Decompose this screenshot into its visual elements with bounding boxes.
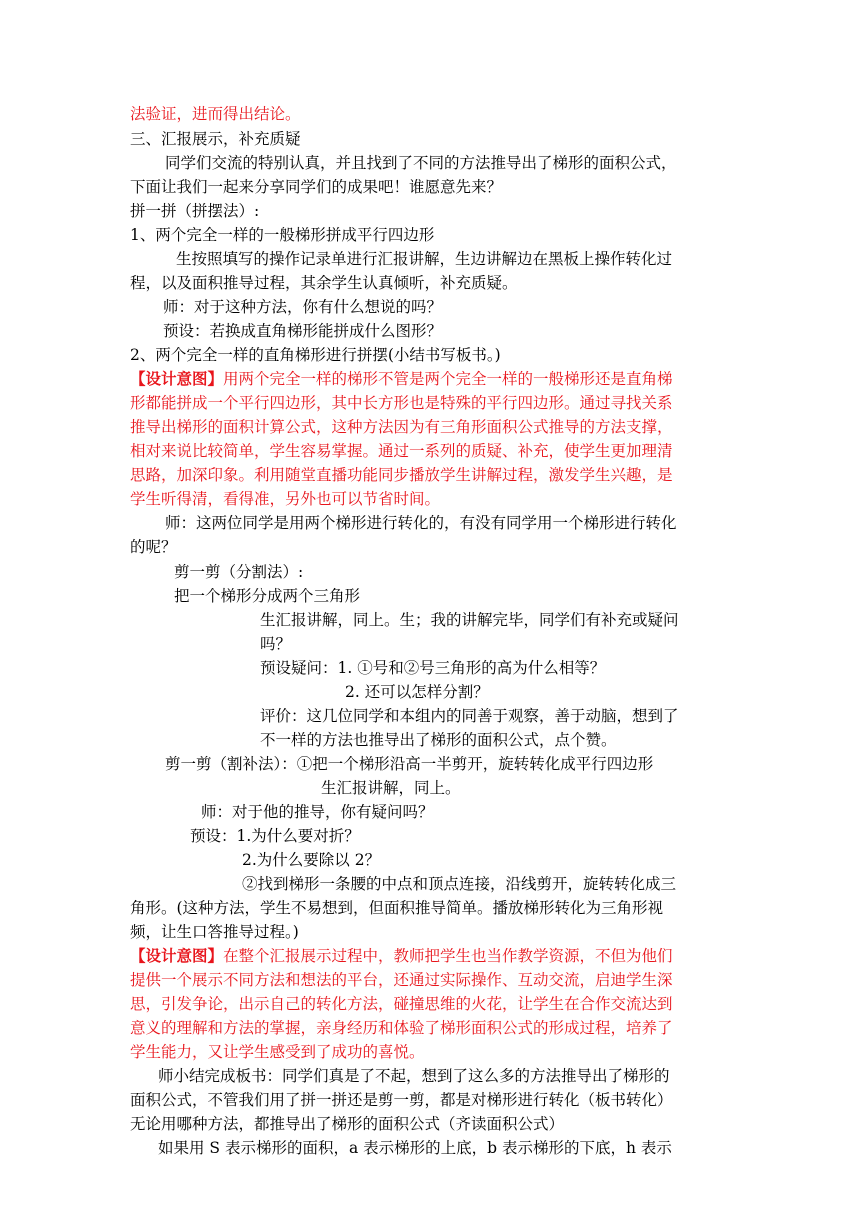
text-line	[345, 680, 489, 704]
text-line	[130, 1112, 564, 1136]
text-line	[130, 367, 673, 391]
line-text: 的呢？	[130, 538, 177, 556]
text-line	[201, 800, 434, 824]
text-line	[130, 343, 501, 367]
line-text: 法验证，进而得出结论。	[130, 105, 301, 123]
line-text: 意义的理解和方法的掌握，亲身经历和体验了梯形面积公式的形成过程，培养了	[130, 1019, 673, 1037]
line-text: 思，引发争论，出示自己的转化方法，碰撞思维的火花，让学生在合作交流达到	[130, 995, 673, 1013]
text-line	[260, 704, 679, 728]
text-line	[130, 127, 301, 151]
line-text: 2. 还可以怎样分割？	[345, 683, 489, 701]
line-text: 在整个汇报展示过程中，教师把学生也当作教学资源，不但为他们	[223, 947, 673, 965]
line-text: 吗？	[260, 635, 292, 653]
text-line	[130, 896, 663, 920]
text-line	[130, 415, 673, 439]
line-text: 思路，加深印象。利用随堂直播功能同步播放学生讲解过程，激发学生兴趣，是	[130, 466, 673, 484]
line-text: 角形。(这种方法，学生不易想到，但面积推导简单。播放梯形转化为三角形视	[130, 899, 664, 917]
text-line	[176, 247, 672, 271]
text-line	[174, 584, 360, 608]
text-line	[130, 391, 673, 415]
line-text: 预设：若换成直角梯形能拼成什么图形？	[163, 322, 443, 340]
text-line	[130, 535, 177, 559]
line-text: 师：对于这种方法，你有什么想说的吗？	[163, 298, 443, 316]
text-line	[165, 511, 677, 535]
line-text: 2.为什么要除以 2？	[242, 851, 381, 869]
line-text: 1、两个完全一样的一般梯形拼成平行四边形	[130, 226, 435, 244]
line-text: 生汇报讲解，同上。生；我的讲解完毕，同学们有补充或疑问	[260, 611, 679, 629]
line-text: 面积公式，不管我们用了拼一拼还是剪一剪，都是对梯形进行转化（板书转化）	[130, 1091, 673, 1109]
line-text: 推导出梯形的面积计算公式，这种方法因为有三角形面积公式推导的方法支撑，	[130, 418, 673, 436]
line-text: 相对来说比较简单，学生容易掌握。通过一系列的质疑、补充，使学生更加理清	[130, 442, 673, 460]
text-line	[321, 776, 461, 800]
text-line	[130, 463, 673, 487]
text-line	[163, 295, 442, 319]
text-line	[260, 632, 291, 656]
line-text: 剪一剪（分割法）:	[174, 563, 304, 581]
line-text: 预设疑问：1. ①号和②号三角形的高为什么相等？	[260, 659, 606, 677]
line-text: 拼一拼（拼摆法）:	[130, 202, 260, 220]
text-line	[158, 1064, 670, 1088]
text-line	[130, 1016, 673, 1040]
text-line	[130, 968, 673, 992]
line-text: 程，以及面积推导过程，其余学生认真倾听，补充质疑。	[130, 274, 518, 292]
line-text: 同学们交流的特别认真，并且找到了不同的方法推导出了梯形的面积公式，	[165, 154, 677, 172]
line-text: 形都能拼成一个平行四边形，其中长方形也是特殊的平行四边形。通过寻找关系	[130, 394, 673, 412]
line-text: 师：对于他的推导，你有疑问吗？	[201, 803, 434, 821]
text-line	[130, 439, 673, 463]
line-text: 师：这两位同学是用两个梯形进行转化的，有没有同学用一个梯形进行转化	[165, 514, 677, 532]
text-line	[260, 728, 617, 752]
line-text: 如果用 S 表示梯形的面积，a 表示梯形的上底，b 表示梯形的下底，h 表示	[158, 1139, 672, 1157]
line-text: 预设：1.为什么要对折？	[190, 827, 360, 845]
line-text: 提供一个展示不同方法和想法的平台，还通过实际操作、互动交流，启迪学生深	[130, 971, 673, 989]
text-line	[130, 1088, 673, 1112]
text-line	[163, 319, 442, 343]
text-line	[130, 223, 434, 247]
text-line	[158, 1136, 672, 1160]
line-text: 频，让生口答推导过程。)	[130, 923, 299, 941]
text-line	[130, 920, 299, 944]
text-line	[130, 992, 673, 1016]
text-line	[130, 487, 440, 511]
text-line	[242, 848, 380, 872]
text-line	[130, 199, 259, 223]
text-line	[165, 752, 653, 776]
line-text: 三、汇报展示，补充质疑	[130, 130, 301, 148]
text-line	[130, 271, 518, 295]
design-intent-label: 【设计意图】	[130, 369, 224, 388]
line-text: 剪一剪（割补法）：①把一个梯形沿高一半剪开，旋转转化成平行四边形	[165, 755, 654, 773]
line-text: 2、两个完全一样的直角梯形进行拼摆(小结书写板书。)	[130, 346, 501, 364]
line-text: 不一样的方法也推导出了梯形的面积公式，点个赞。	[260, 731, 617, 749]
text-line	[130, 175, 502, 199]
text-line	[130, 944, 673, 968]
line-text: 学生能力，又让学生感受到了成功的喜悦。	[130, 1043, 425, 1061]
line-text: 无论用哪种方法，都推导出了梯形的面积公式（齐读面积公式）	[130, 1115, 565, 1133]
text-line	[130, 1040, 425, 1064]
line-text: 学生听得清，看得准，另外也可以节省时间。	[130, 490, 441, 508]
line-text: 生按照填写的操作记录单进行汇报讲解，生边讲解边在黑板上操作转化过	[176, 250, 673, 268]
line-text: ②找到梯形一条腰的中点和顶点连接，沿线剪开，旋转转化成三	[242, 875, 677, 893]
text-line	[130, 102, 301, 126]
text-line	[260, 608, 679, 632]
text-line	[174, 560, 303, 584]
line-text: 师小结完成板书：同学们真是了不起，想到了这么多的方法推导出了梯形的	[158, 1067, 670, 1085]
line-text: 评价：这几位同学和本组内的同善于观察，善于动脑，想到了	[260, 707, 679, 725]
text-line	[165, 151, 677, 175]
text-line	[260, 656, 605, 680]
line-text: 下面让我们一起来分享同学们的成果吧！谁愿意先来？	[130, 178, 503, 196]
line-text: 生汇报讲解，同上。	[321, 779, 461, 797]
line-text: 把一个梯形分成两个三角形	[174, 587, 361, 605]
design-intent-label: 【设计意图】	[130, 946, 224, 965]
text-line	[190, 824, 360, 848]
line-text: 用两个完全一样的梯形不管是两个完全一样的一般梯形还是直角梯	[223, 370, 673, 388]
text-line	[242, 872, 676, 896]
